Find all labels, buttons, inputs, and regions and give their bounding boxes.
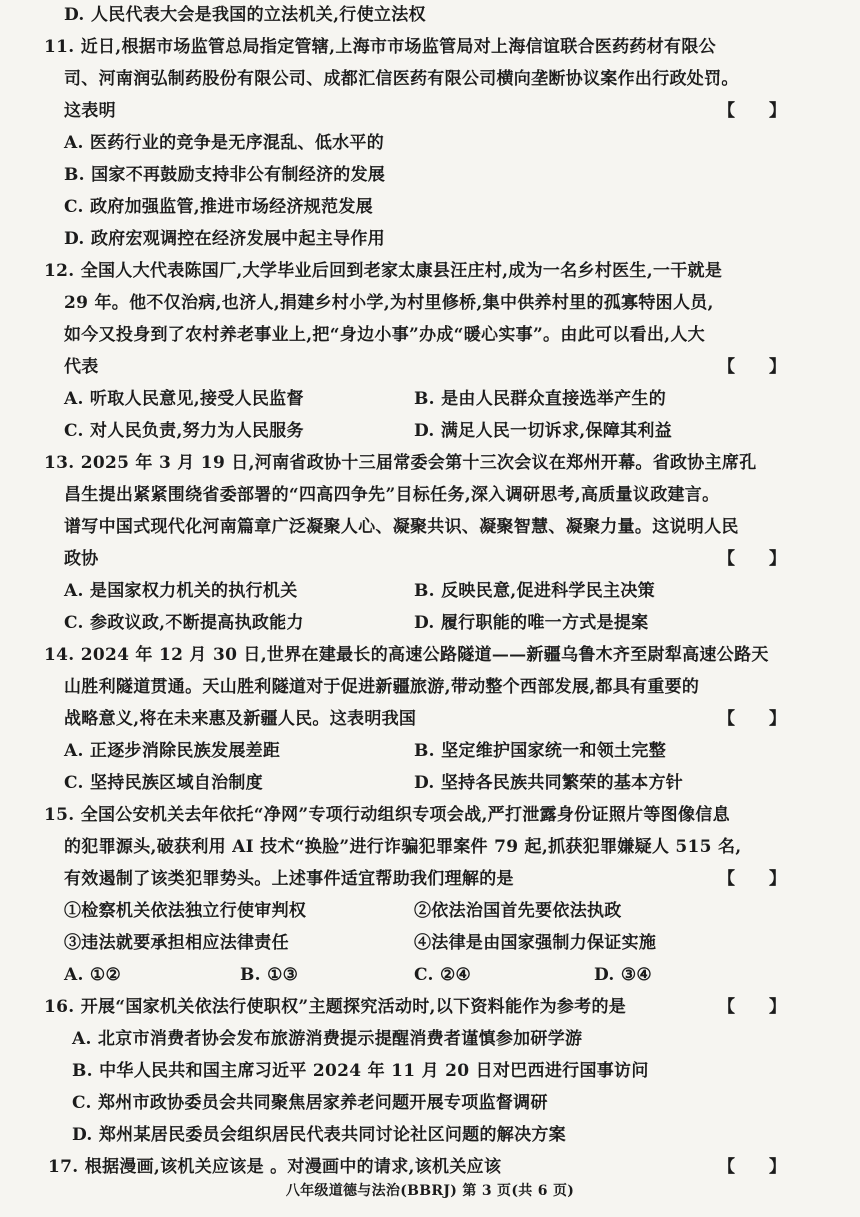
option-b: B. ①③ xyxy=(240,965,299,985)
option-b: B. 反映民意,促进科学民主决策 xyxy=(414,581,655,601)
option-b: B. 坚定维护国家统一和领土完整 xyxy=(414,741,667,761)
question-text-line: 如今又投身到了农村养老事业上,把“身边小事”办成“暖心实事”。由此可以看出,人大 xyxy=(64,325,705,345)
option-c: C. 政府加强监管,推进市场经济规范发展 xyxy=(64,197,373,217)
question-text-line: 政协 xyxy=(64,549,99,569)
option-c: C. 参政议政,不断提高执政能力 xyxy=(64,613,304,633)
question-text-line: 昌生提出紧紧围绕省委部署的“四高四争先”目标任务,深入调研思考,高质量议政建言。 xyxy=(64,485,720,505)
prev-question-option-d: D. 人民代表大会是我国的立法机关,行使立法权 xyxy=(64,5,426,25)
option-b: B. 是由人民群众直接选举产生的 xyxy=(414,389,667,409)
option-a: A. 北京市消费者协会发布旅游消费提示提醒消费者谨慎参加研学游 xyxy=(72,1029,583,1049)
question-text-line: 17. 根据漫画,该机关应该是 。对漫画中的请求,该机关应该 xyxy=(48,1157,502,1177)
option-b: B. 中华人民共和国主席习近平 2024 年 11 月 20 日对巴西进行国事访问 xyxy=(72,1061,649,1081)
statement-2: ②依法治国首先要依法执政 xyxy=(414,901,622,921)
question-text-line: 山胜利隧道贯通。天山胜利隧道对于促进新疆旅游,带动整个西部发展,都具有重要的 xyxy=(64,677,700,697)
option-c: C. 坚持民族区域自治制度 xyxy=(64,773,263,793)
question-text-line: 29 年。他不仅治病,也济人,捐建乡村小学,为村里修桥,集中供养村里的孤寡特困人员, xyxy=(64,293,714,313)
option-d: D. 郑州某居民委员会组织居民代表共同讨论社区问题的解决方案 xyxy=(72,1125,566,1145)
question-text-line: 战略意义,将在未来惠及新疆人民。这表明我国 xyxy=(64,709,417,729)
question-text-line: 11. 近日,根据市场监管总局指定管辖,上海市市场监管局对上海信谊联合医药药材有限公 xyxy=(44,37,716,57)
option-d: D. 履行职能的唯一方式是提案 xyxy=(414,613,649,633)
question-text-line: 13. 2025 年 3 月 19 日,河南省政协十三届常委会第十三次会议在郑州开幕。省政协主席孔 xyxy=(44,453,757,473)
answer-bracket: 【 】 xyxy=(718,1157,786,1177)
question-text-line: 的犯罪源头,破获利用 AI 技术“换脸”进行诈骗犯罪案件 79 起,抓获犯罪嫌疑人 515 名, xyxy=(64,837,742,857)
answer-bracket: 【 】 xyxy=(718,357,786,377)
statement-1: ①检察机关依法独立行使审判权 xyxy=(64,901,307,921)
answer-bracket: 【 】 xyxy=(718,101,786,121)
question-text-line: 司、河南润弘制药股份有限公司、成都汇信医药有限公司横向垄断协议案作出行政处罚。 xyxy=(64,69,739,89)
question-text-line: 这表明 xyxy=(64,101,116,121)
option-a: A. 医药行业的竞争是无序混乱、低水平的 xyxy=(64,133,385,153)
question-text-line: 16. 开展“国家机关依法行使职权”主题探究活动时,以下资料能作为参考的是 xyxy=(44,997,627,1017)
page-footer: 八年级道德与法治(BBRJ) 第 3 页(共 6 页) xyxy=(285,1183,575,1199)
option-c: C. 郑州市政协委员会共同聚焦居家养老问题开展专项监督调研 xyxy=(72,1093,548,1113)
option-a: A. ①② xyxy=(64,965,122,985)
option-a: A. 正逐步消除民族发展差距 xyxy=(64,741,281,761)
question-text-line: 代表 xyxy=(64,357,99,377)
option-c: C. ②④ xyxy=(414,965,472,985)
option-a: A. 听取人民意见,接受人民监督 xyxy=(64,389,304,409)
question-text-line: 有效遏制了该类犯罪势头。上述事件适宜帮助我们理解的是 xyxy=(64,869,514,889)
answer-bracket: 【 】 xyxy=(718,549,786,569)
question-text-line: 谱写中国式现代化河南篇章广泛凝聚人心、凝聚共识、凝聚智慧、凝聚力量。这说明人民 xyxy=(64,517,739,537)
answer-bracket: 【 】 xyxy=(718,869,786,889)
option-d: D. ③④ xyxy=(594,965,652,985)
option-d: D. 满足人民一切诉求,保障其利益 xyxy=(414,421,672,441)
option-b: B. 国家不再鼓励支持非公有制经济的发展 xyxy=(64,165,386,185)
question-text-line: 15. 全国公安机关去年依托“净网”专项行动组织专项会战,严打泄露身份证照片等图像信息 xyxy=(44,805,730,825)
option-d: D. 坚持各民族共同繁荣的基本方针 xyxy=(414,773,684,793)
statement-3: ③违法就要承担相应法律责任 xyxy=(64,933,289,953)
question-text-line: 12. 全国人大代表陈国厂,大学毕业后回到老家太康县汪庄村,成为一名乡村医生,一干就是 xyxy=(44,261,723,281)
option-a: A. 是国家权力机关的执行机关 xyxy=(64,581,298,601)
option-c: C. 对人民负责,努力为人民服务 xyxy=(64,421,304,441)
option-d: D. 政府宏观调控在经济发展中起主导作用 xyxy=(64,229,385,249)
answer-bracket: 【 】 xyxy=(718,709,786,729)
answer-bracket: 【 】 xyxy=(718,997,786,1017)
statement-4: ④法律是由国家强制力保证实施 xyxy=(414,933,657,953)
question-text-line: 14. 2024 年 12 月 30 日,世界在建最长的高速公路隧道——新疆乌鲁木齐至尉犁高速公路天 xyxy=(44,645,769,665)
